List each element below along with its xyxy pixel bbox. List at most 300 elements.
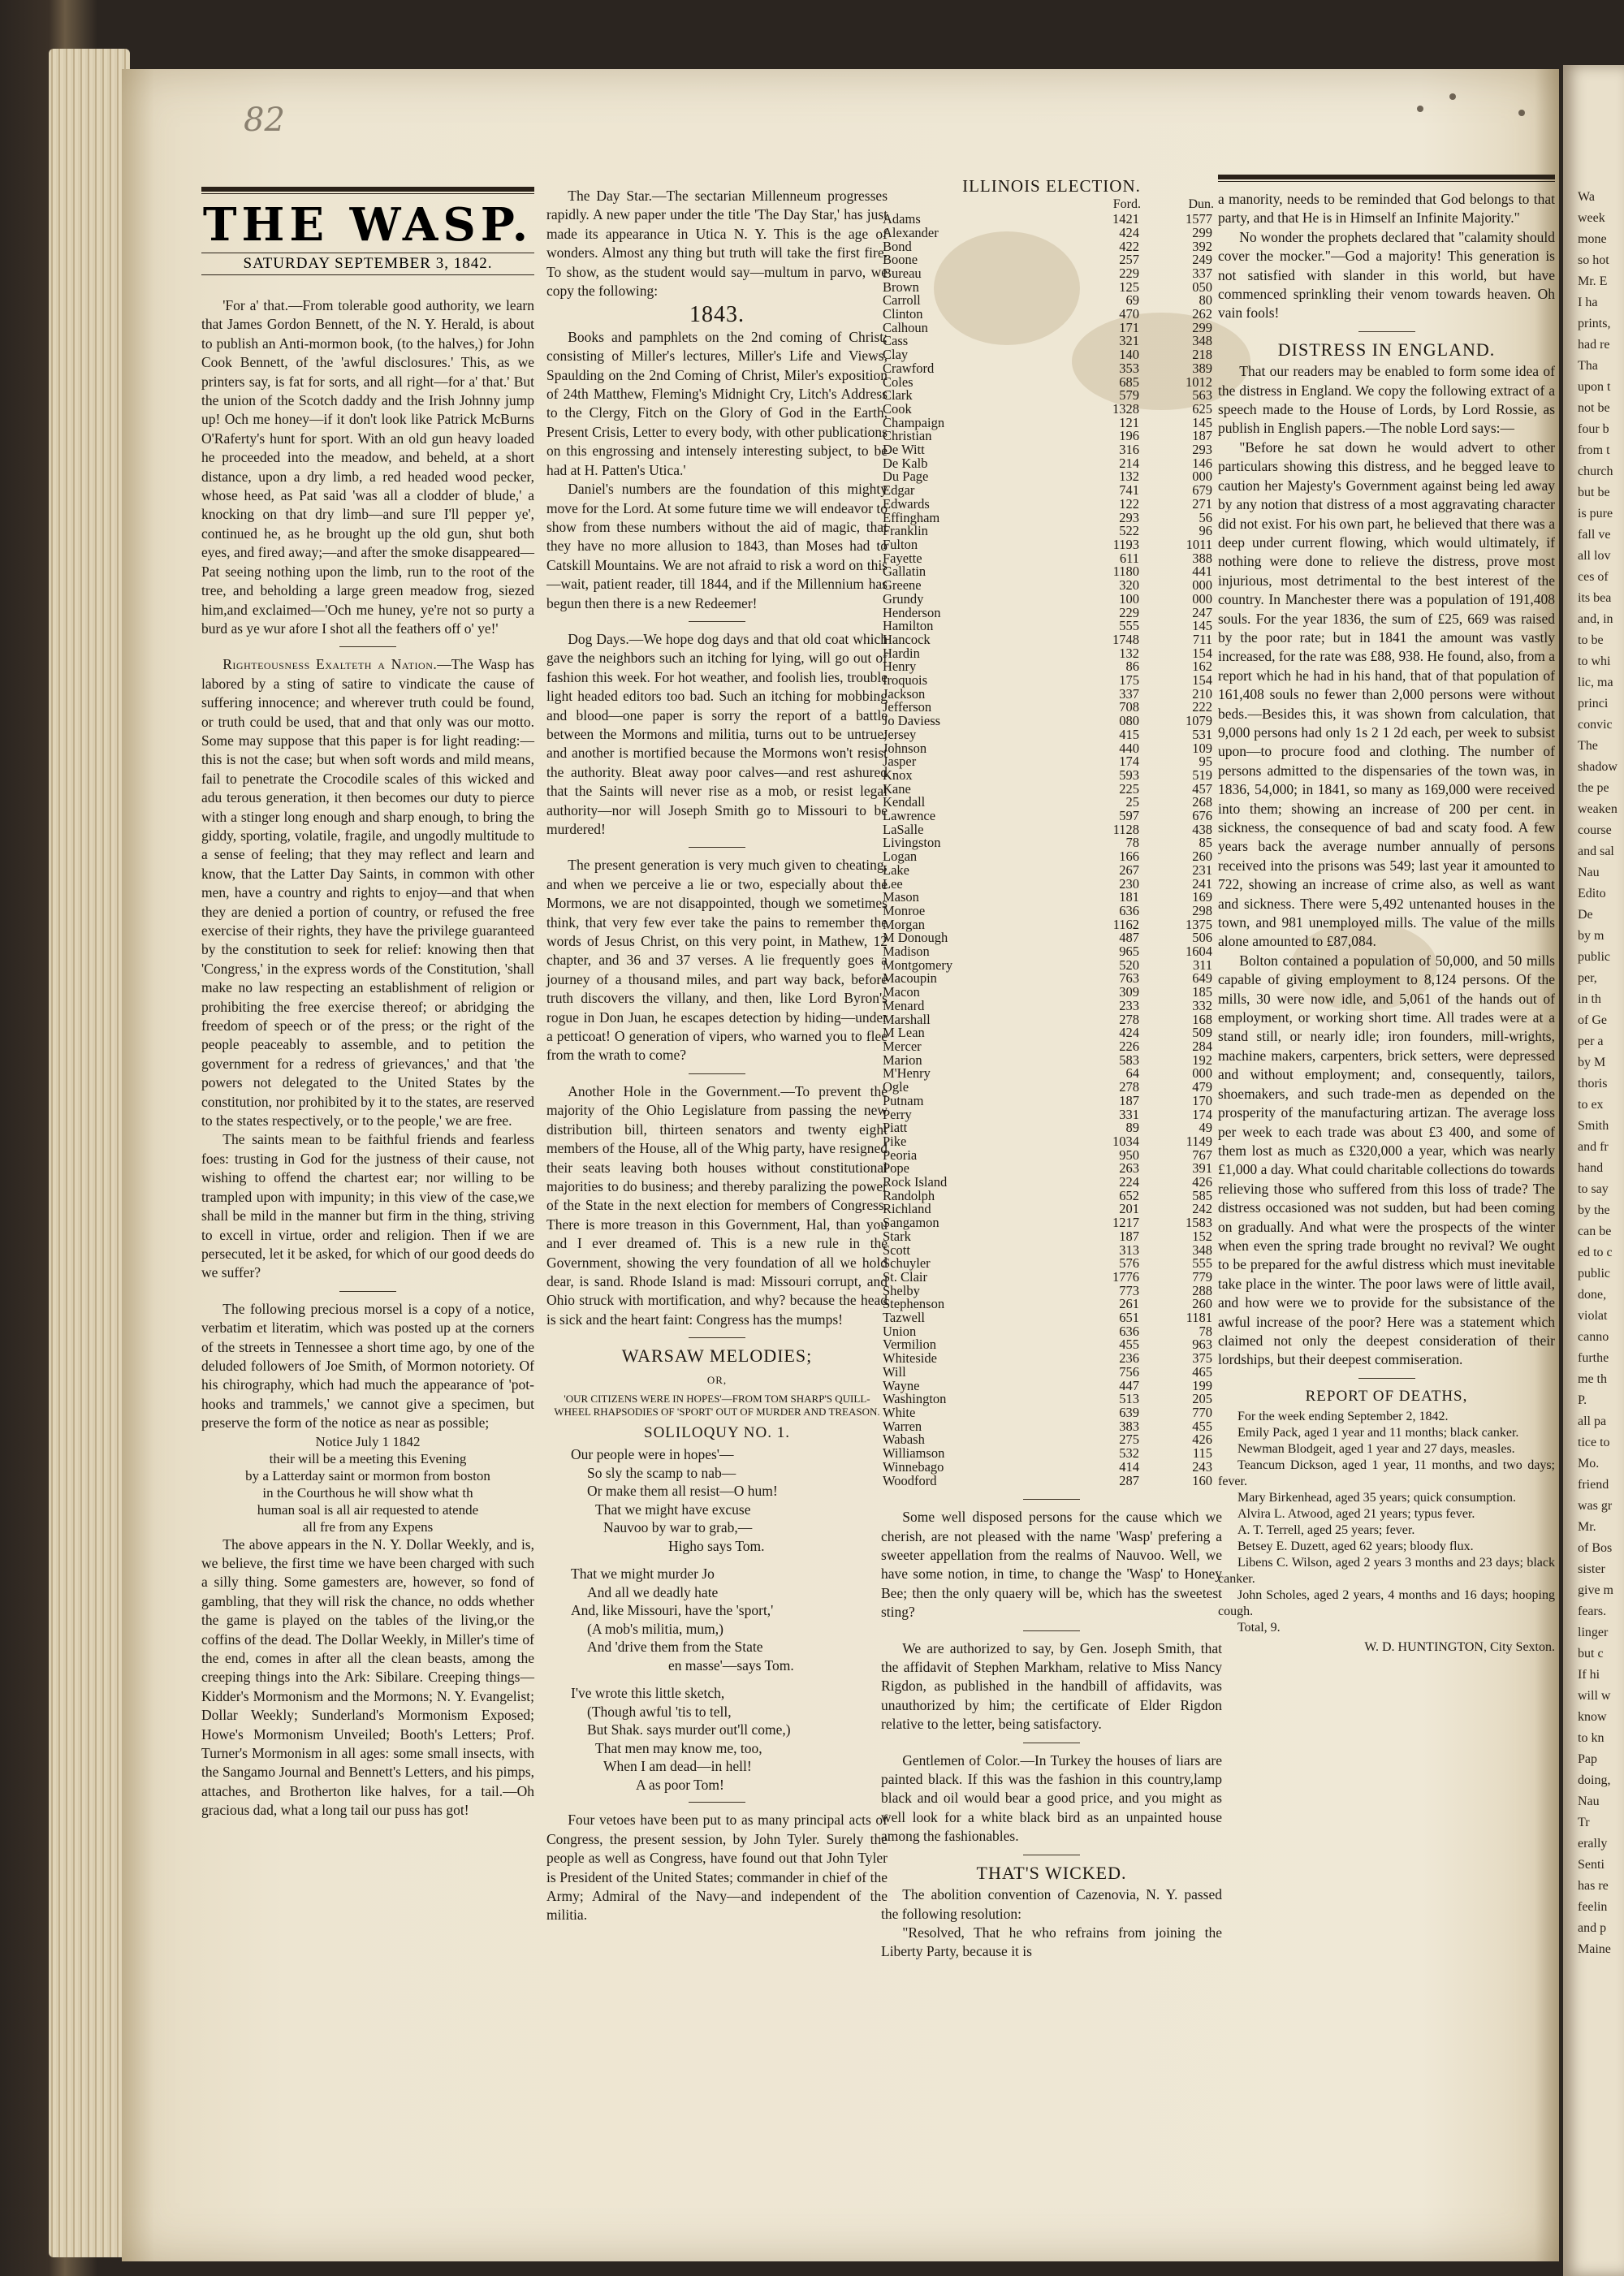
next-page-fragment-line: Tr: [1578, 1816, 1590, 1829]
article-resolution: "Resolved, That he who refrains from joining the Liberty Party, because it is: [881, 1924, 1222, 1960]
duncan-votes-cell: 288: [1192, 1282, 1212, 1298]
duncan-votes-cell: 1149: [1186, 1133, 1212, 1149]
next-page-fragment-line: If hi: [1578, 1668, 1600, 1682]
next-page-fragment-line: P.: [1578, 1393, 1587, 1407]
table-row: [881, 593, 1222, 607]
table-row: [881, 1081, 1222, 1095]
duncan-votes-cell: 56: [1199, 509, 1212, 525]
table-row: [881, 972, 1222, 986]
duncan-votes-cell: 115: [1192, 1445, 1212, 1462]
ford-votes-cell: 316: [1119, 442, 1139, 458]
table-row: [881, 1108, 1222, 1122]
ford-votes-cell: 196: [1119, 428, 1139, 444]
melodies-heading: WARSAW MELODIES;: [621, 1345, 813, 1367]
next-page-fragment-line: friend: [1578, 1478, 1609, 1492]
next-page-fragment-line: mone: [1578, 232, 1607, 246]
duncan-votes-cell: 146: [1192, 455, 1212, 471]
county-cell: Washington: [883, 1391, 947, 1407]
county-cell: Williamson: [883, 1445, 945, 1462]
table-row: [881, 376, 1222, 390]
next-page-fragment-line: had re: [1578, 338, 1610, 352]
duncan-votes-cell: 174: [1192, 1106, 1212, 1122]
ford-votes-cell: 1034: [1112, 1133, 1139, 1149]
ford-votes-cell: 597: [1119, 808, 1139, 824]
next-page-fragment-line: Tha: [1578, 359, 1598, 373]
ford-votes-cell: 1193: [1112, 536, 1139, 552]
next-page-fragment-line: to ex: [1578, 1098, 1604, 1112]
county-cell: Henry: [883, 659, 917, 675]
column-2: [546, 187, 888, 1925]
ford-votes-cell: 080: [1119, 713, 1139, 729]
notice-line: Notice July 1 1842: [315, 1433, 421, 1449]
duncan-votes-cell: 241: [1192, 875, 1212, 892]
next-page-fragment-line: from t: [1578, 443, 1610, 457]
article-divider: [689, 1073, 745, 1074]
deaths-heading: REPORT OF DEATHS,: [1305, 1387, 1468, 1405]
ford-votes-cell: 424: [1119, 1025, 1139, 1041]
next-page-fragment-line: is pure: [1578, 507, 1613, 520]
ford-votes-cell: 611: [1119, 550, 1139, 566]
county-cell: Marion: [883, 1052, 922, 1068]
next-page-fragment-line: to whi: [1578, 654, 1611, 668]
table-row: [881, 633, 1222, 647]
table-row: [881, 1352, 1222, 1366]
ford-votes-cell: 175: [1119, 672, 1139, 689]
ford-votes-cell: 1328: [1112, 400, 1139, 417]
county-cell: Carroll: [883, 292, 921, 309]
poem-line: (A mob's militia, mum,): [587, 1620, 723, 1637]
article-prophets: No wonder the prophets declared that "calamity should cover the mocker."—God a majority! This generation is not satisfied with slander in this world, but have commenced sprinkling their venom towards heaven. Oh vain fools!: [1218, 228, 1555, 322]
county-cell: Christian: [883, 428, 932, 444]
duncan-votes-cell: 479: [1192, 1079, 1212, 1095]
county-cell: Macoupin: [883, 970, 937, 987]
poem: [571, 1445, 888, 1794]
article-dollar-weekly: The above appears in the N. Y. Dollar Weekly, and is, we believe, the first time we have been charged with such a silly thing. Some gamesters are, however, so fond of gambling, that they will risk the chance, no odds whether the game is played on the tables of the living,or the coffins of the dead. The Dollar Weekly, in Miller's time of the end, comes in after all the clean beasts, among the creeping things into the Ark: Sibilare. Creeping things—Kidder's Mormonism and the Mormons; N. Y. Evangelist; Dollar Weekly; Sunderland's Mormonism Exposed; Howe's Mormonism Unveiled; Booth's Letters; Prof. Turner's Mormonism in all ages: some small insects, with the Sangamo Journal and Bennett's Letters, and his pimps, attaches, and Brotherton like halves, for a tail.—Oh gracious dad, what a long tail our puss has got!: [201, 1535, 534, 1819]
next-page-fragment-line: and fr: [1578, 1140, 1609, 1154]
death-entry: A. T. Terrell, aged 25 years; fever.: [1237, 1523, 1415, 1538]
next-page-fragment-line: upon t: [1578, 380, 1611, 394]
county-cell: Monroe: [883, 902, 926, 918]
duncan-votes-cell: 260: [1192, 849, 1212, 865]
poem-line: I've wrote this little sketch,: [571, 1685, 725, 1702]
county-cell: Perry: [883, 1106, 912, 1122]
county-cell: Ogle: [883, 1079, 909, 1095]
masthead-title: THE WASP.: [202, 198, 533, 252]
county-cell: St. Clair: [883, 1268, 928, 1285]
duncan-votes-cell: 210: [1192, 685, 1212, 702]
ford-votes-cell: 132: [1119, 469, 1139, 485]
duncan-votes-cell: 1577: [1186, 211, 1212, 227]
table-row: [881, 457, 1222, 471]
ford-votes-cell: 64: [1125, 1065, 1139, 1082]
duncan-votes-cell: 169: [1192, 889, 1212, 905]
poem-line: And all we deadly hate: [587, 1583, 719, 1600]
duncan-votes-cell: 438: [1192, 821, 1212, 837]
article-day-star: The Day Star.—The sectarian Millenneum progresses rapidly. A new paper under the title 'The Day Star,' has just made its appearance in Utica N. Y. This is the age of wonders. Almost any thing but truth will take the first fire. To show, as the student would say—multum in parvo, we copy the following:: [546, 188, 888, 300]
table-row: [881, 281, 1222, 295]
duncan-votes-cell: 555: [1192, 1255, 1212, 1272]
county-cell: Will: [883, 1363, 906, 1380]
table-row: [881, 755, 1222, 769]
next-page-fragment-line: was gr: [1578, 1499, 1613, 1513]
duncan-votes-cell: 676: [1192, 808, 1212, 824]
duncan-votes-cell: 299: [1192, 319, 1212, 335]
next-page-fragment-line: The: [1578, 739, 1598, 753]
county-cell: Clark: [883, 387, 913, 404]
poem-line: A as poor Tom!: [636, 1776, 724, 1793]
next-page-fragment-line: and sal: [1578, 844, 1614, 858]
ford-votes-cell: 125: [1119, 279, 1139, 295]
article-divider: [1023, 1499, 1080, 1500]
death-entry: Newman Blodgeit, aged 1 year and 27 days, measles.: [1237, 1442, 1515, 1457]
article-books: Books and pamphlets on the 2nd coming of Christ; consisting of Miller's lectures, Miller's Life and Views, Spaulding on the 2nd Coming of Christ, Miler's exposition of 24th Matthew, Fleming's Midnight Cry, Litch's Address to the Clergy, Fitch on the Glory of God in the Earth, Present Crisis, Letter to every body, with other publications on this engrossing and intensely interesting subject, to be had at H. Patten's Utica.': [546, 328, 888, 478]
duncan-votes-cell: 348: [1192, 1242, 1212, 1258]
county-cell: Marshall: [883, 1011, 931, 1027]
county-cell: Randolph: [883, 1187, 935, 1203]
next-page-fragment-line: De: [1578, 908, 1593, 922]
article-markham: We are authorized to say, by Gen. Joseph Smith, that the affidavit of Stephen Markham, relative to Miss Nancy Rigdon, as published in the handbill of affidavits, was unauthorized by him; the certificate of Elder Rigdon relative to the letter, being satisfactory.: [881, 1639, 1222, 1733]
county-cell: Mercer: [883, 1039, 922, 1054]
next-page-fragment-line: fears.: [1578, 1604, 1607, 1618]
next-page-fragment-line: canno: [1578, 1330, 1609, 1344]
ford-votes-cell: 214: [1119, 455, 1139, 471]
table-row: [881, 1149, 1222, 1163]
ford-votes-cell: 225: [1119, 780, 1139, 797]
county-cell: Macon: [883, 984, 920, 1000]
county-cell: Grundy: [883, 590, 924, 607]
county-cell: Lee: [883, 875, 903, 892]
next-page-fragment-line: Nau: [1578, 1794, 1600, 1808]
duncan-votes-cell: 389: [1192, 360, 1212, 376]
poem-line: Nauvoo by war to grab,—: [603, 1519, 753, 1536]
duncan-votes-cell: 162: [1192, 659, 1212, 675]
next-page-fragment-line: all lov: [1578, 549, 1611, 563]
next-page-fragment-line: thoris: [1578, 1077, 1608, 1090]
county-cell: Jasper: [883, 754, 917, 770]
ford-votes-cell: 293: [1119, 509, 1139, 525]
table-row: [881, 538, 1222, 552]
ford-votes-cell: 652: [1119, 1187, 1139, 1203]
next-page-fragment-line: fall ve: [1578, 528, 1611, 542]
county-cell: Livingston: [883, 835, 941, 851]
county-cell: White: [883, 1404, 916, 1420]
county-cell: Putnam: [883, 1092, 924, 1108]
election-table-header: [881, 197, 1222, 213]
duncan-votes-cell: 455: [1192, 1418, 1212, 1434]
next-page-fragment-line: tice to: [1578, 1436, 1610, 1449]
county-cell: Hamilton: [883, 618, 934, 634]
county-cell: Jefferson: [883, 699, 932, 715]
duncan-votes-cell: 199: [1192, 1377, 1212, 1393]
ford-votes-cell: 25: [1125, 794, 1139, 810]
table-row: [881, 891, 1222, 905]
duncan-votes-cell: 767: [1192, 1147, 1212, 1163]
county-cell: Edgar: [883, 482, 915, 499]
ford-votes-cell: 520: [1119, 957, 1139, 973]
poem-line: Higho says Tom.: [668, 1537, 765, 1554]
notice-line: by a Latterday saint or mormon from boston: [245, 1467, 490, 1484]
notice-line: in the Courthous he will show what th: [262, 1484, 473, 1501]
table-row: [881, 1271, 1222, 1285]
handwritten-page-number: 82: [244, 101, 285, 139]
ford-votes-cell: 639: [1119, 1404, 1139, 1420]
county-cell: Greene: [883, 577, 922, 594]
ford-votes-cell: 86: [1125, 659, 1139, 675]
next-page-fragment-line: Mr. E: [1578, 274, 1608, 288]
ford-votes-cell: 447: [1119, 1377, 1139, 1393]
table-row: [881, 308, 1222, 322]
duncan-votes-cell: 218: [1192, 347, 1212, 363]
duncan-votes-cell: 000: [1192, 469, 1212, 485]
ford-votes-cell: 261: [1119, 1296, 1139, 1312]
table-row: [881, 660, 1222, 674]
melodies-subtitle: 'OUR CITIZENS WERE IN HOPES'—FROM TOM SHARP'S QUILL-WHEEL RHAPSODIES OF 'SPORT' OUT OF MURDER AND TREASON.: [554, 1392, 880, 1418]
next-page-fragment-line: I ha: [1578, 296, 1598, 309]
table-row: [881, 1216, 1222, 1230]
next-page-fragment-line: has re: [1578, 1879, 1609, 1893]
next-page-fragment-line: linger: [1578, 1626, 1609, 1639]
duncan-votes-cell: 770: [1192, 1404, 1212, 1420]
next-page-fragment-line: Mo.: [1578, 1457, 1600, 1471]
ford-votes-cell: 1180: [1112, 564, 1139, 580]
table-row: [881, 728, 1222, 742]
ford-votes-cell: 470: [1119, 306, 1139, 322]
next-page-fragment-line: to be: [1578, 633, 1604, 647]
county-cell: Coles: [883, 374, 914, 390]
duncan-votes-cell: 679: [1192, 482, 1212, 499]
duncan-votes-cell: 49: [1199, 1120, 1212, 1136]
table-row: [881, 769, 1222, 783]
death-entry: For the week ending September 2, 1842.: [1237, 1410, 1449, 1424]
death-entry: Libens C. Wilson, aged 2 years 3 months and 23 days; black canker.: [1218, 1556, 1555, 1587]
table-row: [881, 1475, 1222, 1488]
table-row: [881, 1190, 1222, 1203]
next-page-fragment-line: but c: [1578, 1647, 1604, 1661]
county-cell: Lake: [883, 862, 909, 878]
election-table: [881, 197, 1222, 1488]
duncan-votes-cell: 1375: [1186, 916, 1212, 932]
duncan-votes-cell: 332: [1192, 997, 1212, 1013]
duncan-votes-cell: 388: [1192, 550, 1212, 566]
county-cell: Effingham: [883, 509, 940, 525]
ford-votes-cell: 278: [1119, 1079, 1139, 1095]
county-cell: Lawrence: [883, 808, 936, 824]
ford-votes-cell: 224: [1119, 1174, 1139, 1190]
county-cell: Union: [883, 1323, 917, 1339]
ford-votes-cell: 89: [1125, 1120, 1139, 1136]
county-cell: Hancock: [883, 631, 931, 647]
ford-votes-cell: 532: [1119, 1445, 1139, 1462]
county-cell: Jo Daviess: [883, 713, 941, 729]
article-dog-days: Dog Days.—We hope dog days and that old coat which gave the neighbors such an itching for lying, will go out of fashion this week. For hot weather, and foolish lies, trouble light headed editors too bad. Such an itching for mobbing and blood—one paper is sorry the report of a battle between the Mormons and militia, turns out to be untrue; and another is mortified because the Mormons won't resist the authority. Bleat away poor calves—and rest ashured that the Saints will never rise as a mob, or resist legal authority—nor will Joseph Smith go to Missouri to be murdered!: [546, 630, 888, 837]
article-divider: [1358, 331, 1415, 332]
table-row: [881, 389, 1222, 403]
duncan-votes-cell: 85: [1199, 835, 1212, 851]
ford-votes-cell: 309: [1119, 984, 1139, 1000]
ford-votes-cell: 424: [1119, 224, 1139, 240]
column-4: [1218, 175, 1555, 1657]
duncan-votes-cell: 426: [1192, 1174, 1212, 1190]
county-cell: Hardin: [883, 645, 920, 661]
next-page-fragment-line: give m: [1578, 1583, 1613, 1597]
duncan-votes-cell: 711: [1192, 631, 1212, 647]
next-page-fragment-line: ed to c: [1578, 1246, 1613, 1259]
next-page-fragment-line: but be: [1578, 486, 1610, 499]
ford-votes-cell: 233: [1119, 997, 1139, 1013]
duncan-votes-cell: 531: [1192, 726, 1212, 742]
ford-votes-cell: 100: [1119, 590, 1139, 607]
duncan-votes-cell: 311: [1192, 957, 1212, 973]
duncan-votes-cell: 80: [1199, 292, 1212, 309]
duncan-votes-cell: 242: [1192, 1201, 1212, 1217]
soliloquy-heading: SOLILOQUY NO. 1.: [644, 1423, 790, 1441]
table-row: [881, 552, 1222, 566]
table-row: [881, 647, 1222, 661]
duncan-votes-cell: 000: [1192, 1065, 1212, 1082]
poem-line: Our people were in hopes'—: [571, 1446, 734, 1463]
county-cell: Menard: [883, 997, 925, 1013]
table-row: [881, 484, 1222, 498]
next-page-fragment-line: violat: [1578, 1309, 1608, 1323]
county-cell: M'Henry: [883, 1065, 931, 1082]
ford-votes-cell: 950: [1119, 1147, 1139, 1163]
next-page-fragment-line: and, in: [1578, 612, 1613, 626]
table-row: [881, 430, 1222, 443]
county-cell: Warren: [883, 1418, 922, 1434]
article-divider: [1023, 1630, 1080, 1631]
duncan-votes-cell: 1079: [1186, 713, 1212, 729]
article-vetoes: Four vetoes have been put to as many principal acts of Congress, the present session, by John Tyler. Surely the people as well as Congress, have found out that John Tyler is President of the United States; commander in chief of the Army; Admiral of the Navy—and independent of the militia.: [546, 1812, 888, 1924]
county-cell: Logan: [883, 849, 918, 865]
poem-line: [571, 1555, 888, 1565]
notice-line: their will be a meeting this Evening: [269, 1450, 467, 1466]
death-entry: Mary Birkenhead, aged 35 years; quick consumption.: [1237, 1491, 1517, 1505]
next-page-fragment-line: Pap: [1578, 1752, 1597, 1766]
article-gentlemen-of-color: Gentlemen of Color.—In Turkey the houses of liars are painted black. If this was the fashion in this country,lamp black and oil would bear a good price, and you might as well look for a white black bird as an unpainted house among the fashionables.: [881, 1751, 1222, 1845]
ford-votes-cell: 636: [1119, 902, 1139, 918]
duncan-votes-cell: 1012: [1186, 374, 1212, 390]
next-page-fragment-line: weaken: [1578, 802, 1618, 816]
county-cell: Sangamon: [883, 1215, 939, 1231]
next-page-fragment-line: sister: [1578, 1562, 1605, 1576]
poem-line: [571, 1674, 888, 1684]
duncan-votes-cell: 271: [1192, 495, 1212, 512]
ford-votes-cell: 122: [1119, 495, 1139, 512]
duncan-votes-cell: 249: [1192, 252, 1212, 268]
table-row: [881, 240, 1222, 254]
next-page-fragment-line: me th: [1578, 1372, 1607, 1386]
next-page-fragment-line: its bea: [1578, 591, 1612, 605]
table-row: [881, 878, 1222, 892]
header-ford: Ford.: [1112, 197, 1141, 212]
table-row: [881, 1067, 1222, 1081]
article-divider: [339, 646, 396, 647]
duncan-votes-cell: 293: [1192, 442, 1212, 458]
article-divider: [689, 847, 745, 848]
poem-line: When I am dead—in hell!: [603, 1758, 752, 1775]
next-page-fragment-line: to kn: [1578, 1731, 1605, 1745]
county-cell: De Witt: [883, 442, 925, 458]
ford-votes-cell: 763: [1119, 970, 1139, 987]
ford-votes-cell: 415: [1119, 726, 1139, 742]
duncan-votes-cell: 247: [1192, 604, 1212, 620]
duncan-votes-cell: 96: [1199, 523, 1212, 539]
table-row: [881, 1393, 1222, 1406]
county-cell: Morgan: [883, 916, 925, 932]
table-row: [881, 512, 1222, 525]
next-page-fragment-line: can be: [1578, 1224, 1612, 1238]
ford-votes-cell: 187: [1119, 1092, 1139, 1108]
duncan-votes-cell: 145: [1192, 618, 1212, 634]
next-page-fragment-line: not be: [1578, 401, 1610, 415]
table-row: [881, 864, 1222, 878]
ford-votes-cell: 187: [1119, 1228, 1139, 1244]
duncan-votes-cell: 268: [1192, 794, 1212, 810]
ford-votes-cell: 229: [1119, 265, 1139, 281]
table-row: [881, 688, 1222, 702]
header-duncan: Dun.: [1188, 197, 1214, 212]
county-cell: Kane: [883, 780, 911, 797]
duncan-votes-cell: 1181: [1186, 1310, 1212, 1326]
county-cell: Franklin: [883, 523, 928, 539]
county-cell: Boone: [883, 252, 918, 268]
next-page-fragment-line: Nau: [1578, 866, 1600, 879]
county-cell: Jersey: [883, 726, 917, 742]
county-cell: Brown: [883, 279, 919, 295]
county-cell: Richland: [883, 1201, 931, 1217]
duncan-votes-cell: 205: [1192, 1391, 1212, 1407]
county-cell: Pike: [883, 1133, 907, 1149]
ford-votes-cell: 583: [1119, 1052, 1139, 1068]
next-page-fragment-line: per,: [1578, 971, 1597, 985]
county-cell: Bond: [883, 238, 912, 254]
article-righteousness: [201, 655, 534, 1130]
ford-votes-cell: 1162: [1112, 916, 1139, 932]
duncan-votes-cell: 000: [1192, 577, 1212, 594]
ford-votes-cell: 422: [1119, 238, 1139, 254]
county-cell: Johnson: [883, 740, 927, 756]
table-row: [881, 1135, 1222, 1149]
next-page-fragment-line: shadow: [1578, 760, 1618, 774]
article-cazenovia: The abolition convention of Cazenovia, N. Y. passed the following resolution:: [881, 1886, 1222, 1922]
county-cell: Fayette: [883, 550, 922, 566]
ford-votes-cell: 555: [1119, 618, 1139, 634]
poem-line: That we might murder Jo: [571, 1566, 715, 1583]
article-bolton: Bolton contained a population of 50,000, and 50 mills capable of giving employment to 8,124 persons. Of the mills, 30 were now idle, and 5,061 of the hands out of employment, or working short time. All trades were at a stand still, or nearly idle; iron founders, mill-wrights, machine makers, carpenters, brick setters, were depressed and without employment; and, consequently, tailors, shoemakers, and such trade-men as depended on the prosperity of the manufacturing artizan. The average loss per week to each trade was about £3 400, and some of them lost as much as £320,000 a year, which was nearly £1,000 a day. What could charitable collections do towards relieving those who suffered from this loss of trade? The distress occasioned was not sudden, but had been coming on gradually. And what were the prospects of the winter when even the spring trade brought no revival? We ought to be prepared for the awful distress which must inevitable take place in the winter. The poor laws were of little avail, and how were we to provide for the subsistance of the awful increase of the poor? Here was a statement which claimed not only the deepest consideration of their lordships, but their deepest commiseration.: [1218, 952, 1555, 1368]
next-page-fragment-line: Senti: [1578, 1858, 1605, 1872]
issue-date: SATURDAY SEPTEMBER 3, 1842.: [201, 253, 534, 275]
ford-votes-cell: 1748: [1112, 631, 1139, 647]
duncan-votes-cell: 222: [1192, 699, 1212, 715]
county-cell: Whiteside: [883, 1350, 937, 1367]
duncan-votes-cell: 375: [1192, 1350, 1212, 1367]
duncan-votes-cell: 391: [1192, 1160, 1212, 1177]
ford-votes-cell: 1776: [1112, 1268, 1139, 1285]
ford-votes-cell: 773: [1119, 1282, 1139, 1298]
death-entry: Total, 9.: [1237, 1621, 1281, 1635]
table-row: [881, 931, 1222, 945]
ford-votes-cell: 576: [1119, 1255, 1139, 1272]
county-cell: Du Page: [883, 469, 929, 485]
duncan-votes-cell: 154: [1192, 645, 1212, 661]
county-cell: Scott: [883, 1242, 910, 1258]
article-notice-intro: The following precious morsel is a copy of a notice, verbatim et literatim, which was posted up at the corners of the streets in Tennessee a short time ago, by one of the deluded followers of Joe Smith, of Mormon notoriety. Of his chirography, which had much the appearance of 'pot-hooks and trammels,' we cannot give a specimen, but preserve the form of the notice as near as possible;: [201, 1300, 534, 1432]
next-page-fragment-line: Mr.: [1578, 1520, 1596, 1534]
table-row: [881, 253, 1222, 267]
next-page-fragment-line: by M: [1578, 1056, 1606, 1069]
duncan-votes-cell: 392: [1192, 238, 1212, 254]
county-cell: Henderson: [883, 604, 941, 620]
